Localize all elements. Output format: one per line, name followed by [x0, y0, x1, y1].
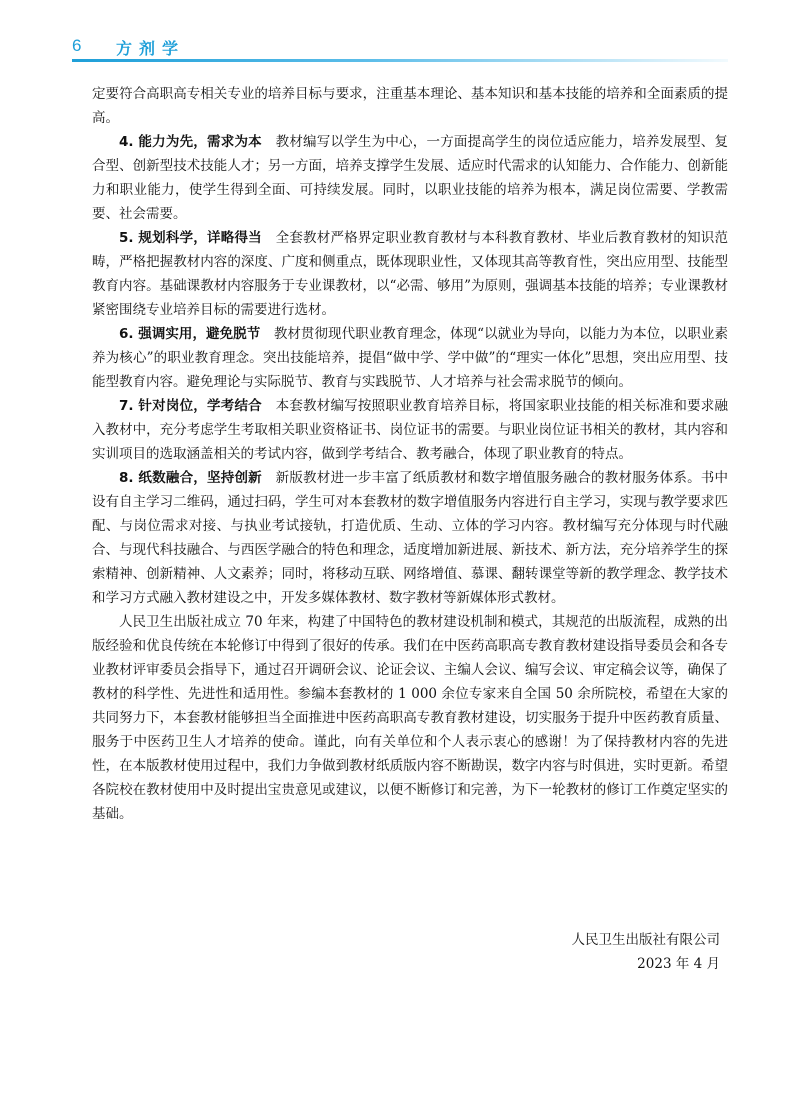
header-rule	[72, 59, 728, 62]
signature-block	[572, 928, 721, 976]
book-title: 方剂学	[116, 39, 186, 58]
page-number: 6	[72, 36, 82, 55]
paragraph-continuation: 定要符合高职高专相关专业的培养目标与要求，注重基本理论、基本知识和基本技能的培养和全面素质的提高。	[92, 86, 728, 126]
paragraph-closing: 人民卫生出版社成立 70 年来，构建了中国特色的教材建设机制和模式，其规范的出版流程，成熟的出版经验和优良传统在本轮修订中得到了很好的传承。我们在中医药高职高专教育教材建设指导委员会和各专业教材评审委员会指导下，通过召开调研会议、论证会议、主编人会议、编写会议、审定稿会议等，确保了教材的科学性、先进性和适用性。参编本套教材的 1 000 余位专家来自全国 50 余所院校，希望在大家的共同努力下，本套教材能够担当全面推进中医药高职高专教育教材建设，切实服务于提升中医药教育质量、服务于中医药卫生人才培养的使命。谨此，向有关单位和个人表示衷心的感谢！为了保持教材内容的先进性，在本版教材使用过程中，我们力争做到教材纸质版内容不断勘误，数字内容与时俱进，实时更新。希望各院校在教材使用中及时提出宝贵意见或建议，以便不断修订和完善，为下一轮教材的修订工作奠定坚实的基础。	[92, 614, 728, 822]
paragraph-heading: 7. 针对岗位，学考结合	[119, 398, 262, 414]
page-header	[0, 0, 800, 70]
signature-date: 2023 年 4 月	[637, 956, 720, 972]
paragraph-heading: 4. 能力为先，需求为本	[119, 134, 262, 150]
paragraph-7: 7. 针对岗位，学考结合 本套教材编写按照职业教育培养目标，将国家职业技能的相关标准和要求融入教材中，充分考虑学生考取相关职业资格证书、岗位证书的需要。与职业岗位证书相关的教材，其内容和实训项目的选取涵盖相关的考试内容，做到学考结合、教考融合，体现了职业教育的特点。	[92, 398, 729, 462]
paragraph-heading: 5. 规划科学，详略得当	[119, 230, 262, 246]
body-text	[92, 82, 728, 826]
paragraph-heading: 6. 强调实用，避免脱节	[119, 326, 261, 342]
paragraph-heading: 8. 纸数融合，坚持创新	[119, 470, 262, 486]
paragraph-5: 5. 规划科学，详略得当 全套教材严格界定职业教育教材与本科教育教材、毕业后教育教材的知识范畴，严格把握教材内容的深度、广度和侧重点，既体现职业性，又体现其高等教育性，突出应用型、技能型教育内容。基础课教材内容服务于专业课教材，以“必需、够用”为原则，强调基本技能的培养；专业课教材紧密围绕专业培养目标的需要进行选材。	[92, 230, 729, 318]
publisher-name: 人民卫生出版社有限公司	[571, 932, 720, 948]
paragraph-8: 8. 纸数融合，坚持创新 新版教材进一步丰富了纸质教材和数字增值服务融合的教材服务体系。书中设有自主学习二维码，通过扫码，学生可对本套教材的数字增值服务内容进行自主学习，实现与教学要求匹配、与岗位需求对接、与执业考试接轨，打造优质、生动、立体的学习内容。教材编写充分体现与时代融合、与现代科技融合、与西医学融合的特色和理念，适度增加新进展、新技术、新方法，充分培养学生的探索精神、创新精神、人文素养；同时，将移动互联、网络增值、慕课、翻转课堂等新的教学理念、教学技术和学习方式融入教材建设之中，开发多媒体教材、数字教材等新媒体形式教材。	[92, 470, 729, 606]
paragraph-6: 6. 强调实用，避免脱节 教材贯彻现代职业教育理念，体现“以就业为导向，以能力为本位，以职业素养为核心”的职业教育理念。突出技能培养，提倡“做中学、学中做”的“理实一体化”思想，突出应用型、技能型教育内容。避免理论与实际脱节、教育与实践脱节、人才培养与社会需求脱节的倾向。	[92, 326, 728, 390]
paragraph-4: 4. 能力为先，需求为本 教材编写以学生为中心，一方面提高学生的岗位适应能力，培养发展型、复合型、创新型技术技能人才；另一方面，培养支撑学生发展、适应时代需求的认知能力、合作能力、创新能力和职业能力，使学生得到全面、可持续发展。同时，以职业技能的培养为根本，满足岗位需要、学教需要、社会需要。	[92, 134, 729, 222]
